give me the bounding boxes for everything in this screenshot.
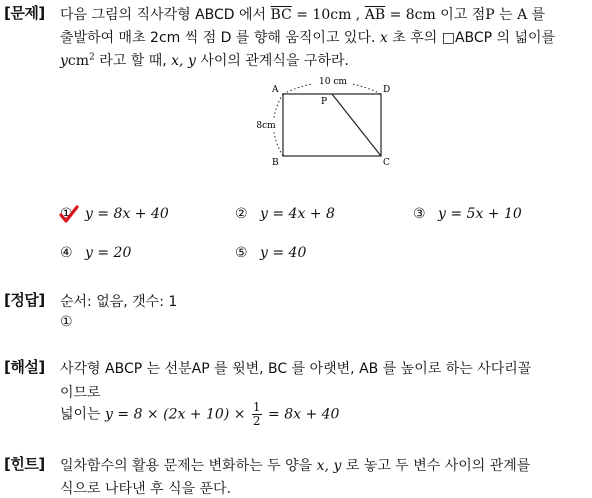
answer-line-2: ① xyxy=(60,314,73,330)
var-y: y xyxy=(333,458,342,474)
ab-length: = 8cm 이고 점P 는 A 를 xyxy=(389,7,546,23)
problem-line-2 xyxy=(60,27,555,47)
choice-4[interactable] xyxy=(60,245,131,261)
problem-label: [문제] xyxy=(4,4,45,22)
rectangle-abcd xyxy=(283,94,381,156)
hint-line-1 xyxy=(60,455,530,475)
choice-number: ② xyxy=(235,206,248,222)
hint-line-2: 식으로 나타낸 후 식을 푼다. xyxy=(60,481,232,497)
problem-text: 다음 그림의 직사각형 ABCD 에서 xyxy=(60,7,267,23)
vertex-c: C xyxy=(383,158,390,168)
choice-text: y = 40 xyxy=(260,245,307,261)
choice-5[interactable] xyxy=(235,245,306,261)
segment-pc xyxy=(332,94,381,156)
unit-exponent: 2 xyxy=(89,52,95,63)
choice-number: ④ xyxy=(60,245,73,261)
problem-line-3 xyxy=(60,50,349,70)
choice-text: y = 20 xyxy=(85,245,132,261)
segment-bc: $\overline{BC}$ xyxy=(270,7,292,23)
problem-text: 출발하여 매초 2cm 씩 점 D 를 향해 움직이고 있다. xyxy=(60,30,376,46)
var-x: x, xyxy=(316,458,329,474)
choice-number: ⑤ xyxy=(235,245,248,261)
choice-number: ③ xyxy=(413,206,426,222)
problem-text: 라고 할 때, xyxy=(99,53,167,69)
choice-3[interactable] xyxy=(413,206,522,222)
choice-text: y = 8x + 40 xyxy=(85,206,169,222)
unit-cm: cm xyxy=(67,53,90,69)
choice-text: y = 4x + 8 xyxy=(260,206,335,222)
area-result: = 8x + 40 xyxy=(268,406,340,423)
explanation-text: 넓이는 xyxy=(60,406,101,423)
vertex-a: A xyxy=(272,85,279,95)
answer-line-1: 순서: 없음, 갯수: 1 xyxy=(60,294,178,310)
problem-line-1 xyxy=(60,4,545,24)
area-formula: y = 8 × (2x + 10) × xyxy=(105,406,246,423)
left-length-label: 8cm xyxy=(256,121,276,131)
var-x: x, xyxy=(171,53,184,69)
explanation-line-2: 이므로 xyxy=(60,385,101,401)
hint-text: 로 놓고 두 변수 사이의 관계를 xyxy=(345,458,531,474)
explanation-line-3 xyxy=(60,401,339,428)
bc-length: = 10cm , xyxy=(296,7,361,23)
choice-2[interactable] xyxy=(235,206,335,222)
hint-label: [힌트] xyxy=(4,455,45,473)
explanation-label: [해설] xyxy=(4,358,45,376)
fraction-half xyxy=(252,401,262,428)
choice-text: y = 5x + 10 xyxy=(438,206,522,222)
fraction-denominator: 2 xyxy=(252,414,261,428)
var-x: x xyxy=(379,30,388,46)
problem-text: 초 후의 □ABCP 의 넓이를 xyxy=(392,30,556,46)
vertex-b: B xyxy=(272,158,279,168)
vertex-d: D xyxy=(383,85,391,95)
check-mark-icon xyxy=(58,204,80,226)
var-y: y xyxy=(60,53,68,69)
rectangle-diagram xyxy=(250,74,400,174)
answer-label: [정답] xyxy=(4,291,45,309)
var-y: y xyxy=(187,53,196,69)
top-length-label: 10 cm xyxy=(319,77,347,87)
explanation-line-1: 사각형 ABCP 는 선분AP 를 윗변, BC 를 아랫변, AB 를 높이로 하는 사다리꼴 xyxy=(60,361,532,377)
choice-number: ① xyxy=(60,206,73,222)
hint-text: 일차함수의 활용 문제는 변화하는 두 양을 xyxy=(60,458,313,474)
point-p: P xyxy=(321,97,328,107)
problem-text: 사이의 관계식을 구하라. xyxy=(200,53,349,69)
fraction-numerator: 1 xyxy=(252,400,261,414)
segment-ab: $\overline{AB}$ xyxy=(364,7,386,23)
